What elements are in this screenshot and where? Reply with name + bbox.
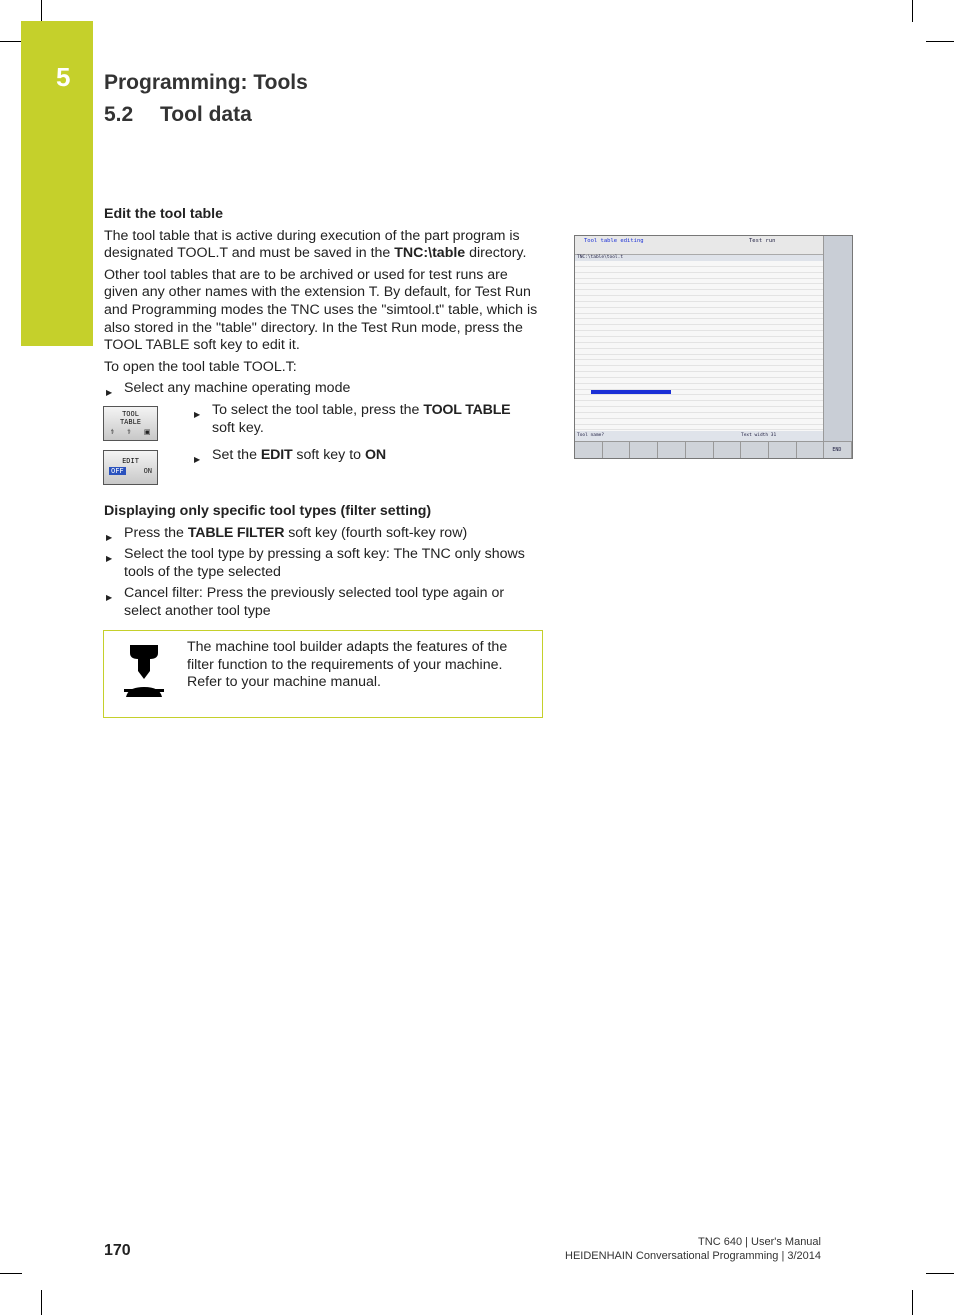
paragraph: Other tool tables that are to be archived or used for test runs are given any other names with the extension T. By default, for Test Run and Programming modes the TNC uses the "simtool.t" table, which is also stored in the "table" directory. In the Test Run mode, press the TOOL TABLE soft key to edit it.: [104, 266, 538, 354]
step-text: [192, 402, 532, 437]
section-title: 5.2 Tool data: [104, 103, 252, 126]
screenshot-header: Tool table editing Test run: [575, 236, 823, 255]
crop-mark: [0, 1273, 22, 1274]
tool-icon: ⚕ ⚕ ▣: [110, 429, 151, 436]
screenshot-prompt: Tool name?: [577, 433, 605, 438]
bullet-item: ▶ Cancel filter: Press the previously selected tool type again or select another tool type: [104, 585, 544, 620]
screenshot-softkey-row: END: [575, 441, 852, 459]
crop-mark: [912, 0, 913, 22]
bullet-item: ▶ To select the tool table, press the TOOL TABLE soft key.: [192, 402, 532, 437]
screenshot-table-row: [575, 425, 823, 431]
step-text: [192, 447, 532, 465]
bullet-item: ▶ Set the EDIT soft key to ON: [192, 447, 532, 465]
tool-table-softkey: TOOL TABLE ⚕ ⚕ ▣: [103, 406, 158, 441]
footer-info: TNC 640 | User's Manual HEIDENHAIN Conversational Programming | 3/2014: [565, 1236, 821, 1262]
crop-mark: [41, 1290, 42, 1315]
bullet-item: ▶ Select any machine operating mode: [104, 380, 544, 398]
screenshot-path: TNC:\table\tool.t: [577, 255, 624, 260]
heading-filter: Displaying only specific tool types (filter setting): [104, 503, 432, 519]
heading-edit-tool-table: Edit the tool table: [104, 206, 224, 222]
page-number: 170: [104, 1242, 131, 1259]
crop-mark: [912, 1290, 913, 1315]
crop-mark: [0, 41, 22, 42]
machine-manual-icon: [124, 641, 164, 697]
note-box: [103, 630, 543, 718]
main-text: [104, 206, 544, 398]
bullet-item: ▶ Select the tool type by pressing a soft key: The TNC only shows tools of the type selected: [104, 546, 544, 581]
paragraph: To open the tool table TOOL.T:: [104, 358, 297, 375]
screenshot-sidebar: [823, 236, 853, 458]
crop-mark: [926, 41, 954, 42]
chapter-title: Programming: Tools: [104, 71, 308, 94]
screenshot-width: Text width 31: [741, 433, 777, 438]
crop-mark: [926, 1273, 954, 1274]
tnc-screenshot: [574, 235, 853, 459]
edit-softkey: EDIT OFF ON: [103, 450, 158, 485]
screenshot-tool-table: [575, 261, 823, 431]
crop-mark: [41, 0, 42, 22]
note-text: The machine tool builder adapts the features of the filter function to the requirements of your machine. Refer to your machine manual.: [187, 639, 508, 691]
filter-section: [104, 503, 544, 621]
chapter-number: 5: [56, 62, 71, 92]
bullet-item: ▶ Press the TABLE FILTER soft key (fourth soft-key row): [104, 525, 544, 543]
paragraph: The tool table that is active during execution of the part program is designated TOOL.T and must be saved in the TNC:\table directory.: [104, 227, 527, 262]
